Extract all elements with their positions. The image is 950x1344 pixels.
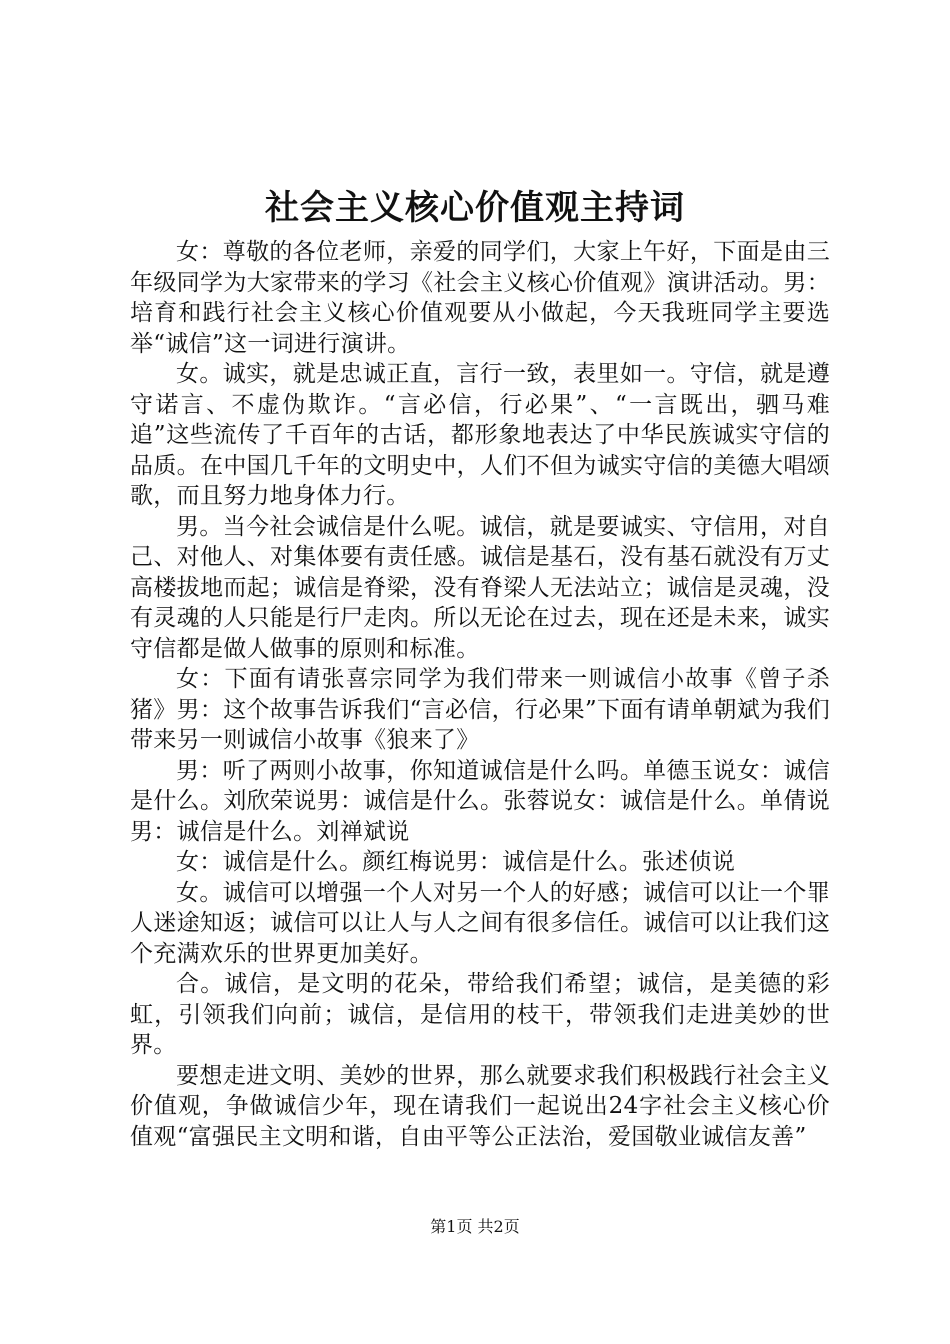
paragraph: 男：听了两则小故事，你知道诚信是什么吗。单德玉说女：诚信是什么。刘欣荣说男：诚信是什么。张蓉说女：诚信是什么。单倩说男：诚信是什么。刘禅斌说 — [130, 757, 830, 845]
paragraph: 女。诚信可以增强一个人对另一个人的好感；诚信可以让一个罪人迷途知返；诚信可以让人与人之间有很多信任。诚信可以让我们这个充满欢乐的世界更加美好。 — [130, 879, 830, 967]
document-title: 社会主义核心价值观主持词 — [265, 188, 685, 228]
document-body — [130, 237, 830, 1152]
paragraph: 要想走进文明、美妙的世界，那么就要求我们积极践行社会主义价值观，争做诚信少年，现在请我们一起说出24字社会主义核心价值观“富强民主文明和谐，自由平等公正法治，爱国敬业诚信友善” — [130, 1062, 830, 1150]
paragraph: 女。诚实，就是忠诚正直，言行一致，表里如一。守信，就是遵守诺言、不虚伪欺诈。“言必信，行必果”、“一言既出，驷马难追”这些流传了千百年的古话，都形象地表达了中华民族诚实守信的品质。在中国几千年的文明史中，人们不但为诚实守信的美德大唱颂歌，而且努力地身体力行。 — [130, 361, 830, 509]
paragraph: 男。当今社会诚信是什么呢。诚信，就是要诚实、守信用，对自己、对他人、对集体要有责任感。诚信是基石，没有基石就没有万丈高楼拔地而起；诚信是脊梁，没有脊梁人无法站立；诚信是灵魂，没有灵魂的人只能是行尸走肉。所以无论在过去，现在还是未来，诚实守信都是做人做事的原则和标准。 — [130, 513, 830, 662]
paragraph: 女：下面有请张喜宗同学为我们带来一则诚信小故事《曾子杀猪》男：这个故事告诉我们“言必信，行必果”下面有请单朝斌为我们带来另一则诚信小故事《狼来了》 — [130, 666, 830, 753]
paragraph: 女：尊敬的各位老师，亲爱的同学们，大家上午好，下面是由三年级同学为大家带来的学习《社会主义核心价值观》演讲活动。男：培育和践行社会主义核心价值观要从小做起，今天我班同学主要选举“诚信”这一词进行演讲。 — [130, 239, 830, 357]
paragraph: 女：诚信是什么。颜红梅说男：诚信是什么。张述侦说 — [176, 849, 736, 875]
page-number-footer: 第1页 共2页 — [430, 1217, 520, 1236]
paragraph: 合。诚信，是文明的花朵，带给我们希望；诚信，是美德的彩虹，引领我们向前；诚信，是信用的枝干，带领我们走进美妙的世界。 — [130, 971, 830, 1058]
